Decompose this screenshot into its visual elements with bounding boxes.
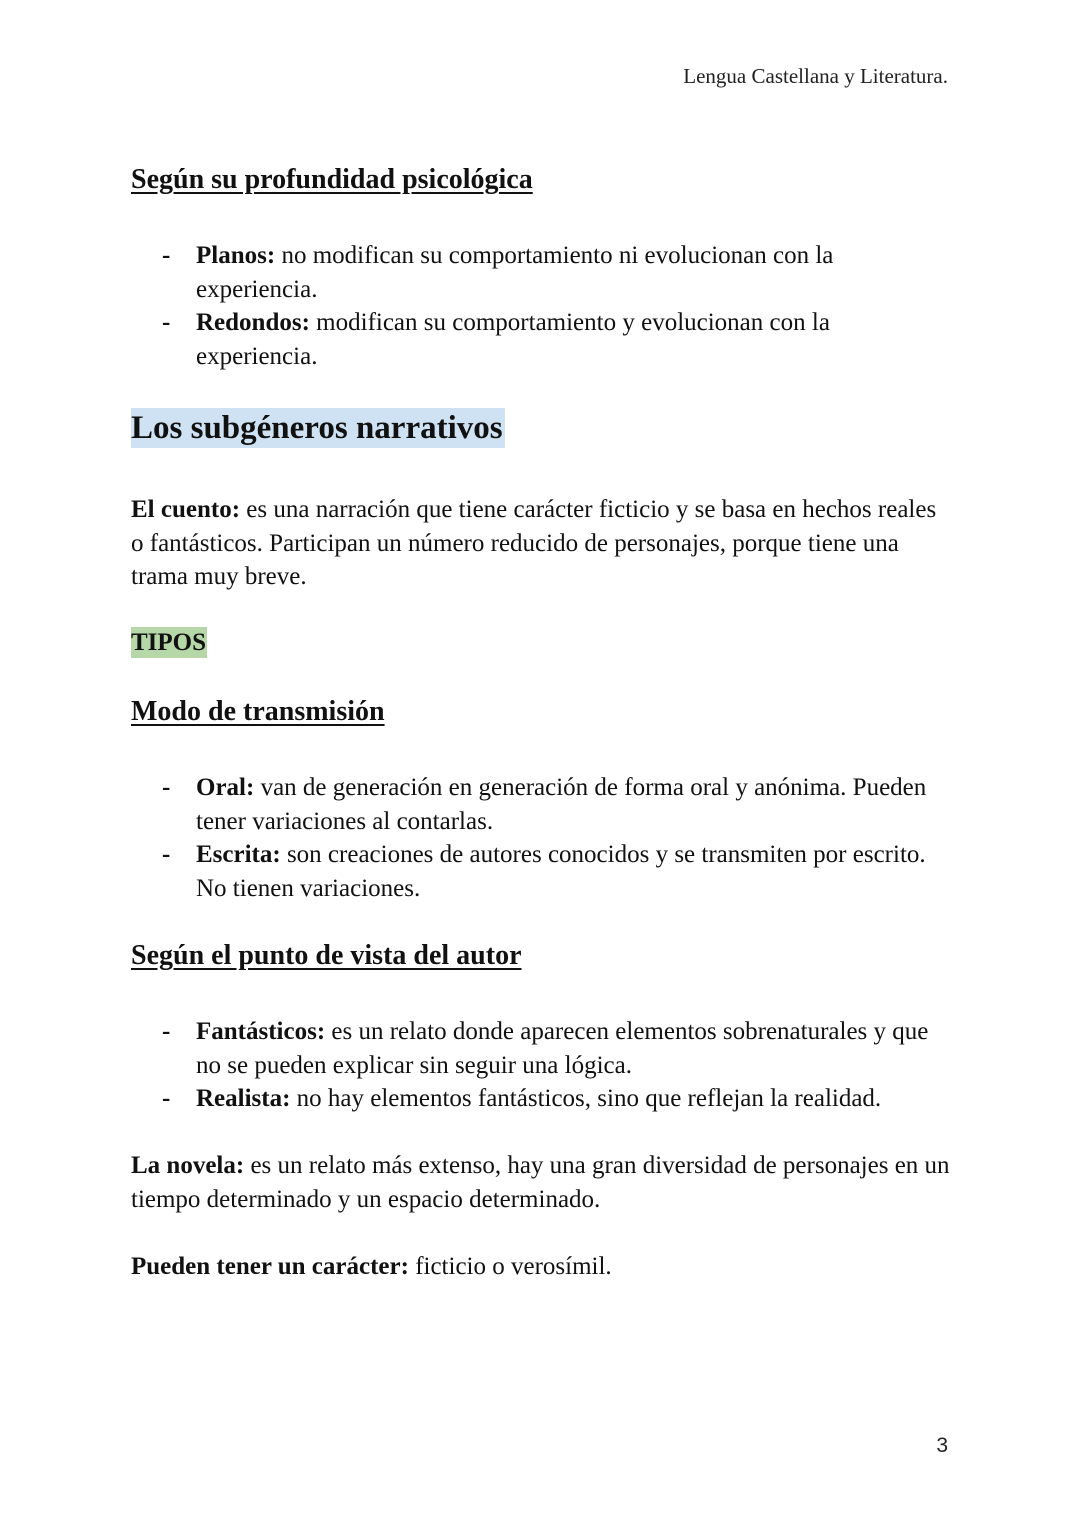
bullet-dash: - xyxy=(162,309,171,336)
list-item-term: Realista: xyxy=(196,1085,291,1112)
list-item xyxy=(131,239,951,306)
list-item-term: Oral: xyxy=(196,774,255,801)
bullet-dash: - xyxy=(162,774,171,801)
paragraph-term: Pueden tener un carácter: xyxy=(131,1253,409,1280)
bullet-dash: - xyxy=(162,1085,171,1112)
paragraph-text: es una narración que tiene carácter ficticio y se basa en hechos reales o fantásticos. Participan un número reducido de personajes, porque tiene una trama muy breve. xyxy=(131,496,937,590)
tipos-label: TIPOS xyxy=(131,629,207,656)
list-item xyxy=(131,771,951,838)
page-header: Lengua Castellana y Literatura. xyxy=(683,64,948,88)
bullet-dash: - xyxy=(162,841,171,868)
list-punto-de-vista xyxy=(131,1015,951,1116)
paragraph-cuento xyxy=(131,493,951,594)
list-item-text: es un relato donde aparecen elementos sobrenaturales y que no se pueden explicar sin seguir una lógica. xyxy=(196,1018,929,1079)
paragraph-text: ficticio o verosímil. xyxy=(408,1253,612,1280)
list-modo-transmision xyxy=(131,771,951,905)
list-item-term: Planos: xyxy=(196,242,276,269)
page-number: 3 xyxy=(936,1434,948,1457)
heading-modo-transmision: Modo de transmisión xyxy=(131,696,385,727)
bullet-dash: - xyxy=(162,242,171,269)
paragraph-caracter xyxy=(131,1250,951,1284)
list-profundidad-psicologica xyxy=(131,239,951,373)
list-item xyxy=(131,306,951,373)
list-item-term: Escrita: xyxy=(196,841,281,868)
bullet-dash: - xyxy=(162,1018,171,1045)
list-item xyxy=(131,1015,951,1082)
paragraph-term: La novela: xyxy=(131,1152,245,1179)
list-item-text: son creaciones de autores conocidos y se transmiten por escrito. No tienen variaciones. xyxy=(196,841,926,902)
list-item xyxy=(131,1082,951,1116)
paragraph-term: El cuento: xyxy=(131,496,241,523)
heading-subgeneros-narrativos: Los subgéneros narrativos xyxy=(131,410,503,446)
list-item-text: van de generación en generación de forma oral y anónima. Pueden tener variaciones al contarlas. xyxy=(196,774,927,835)
list-item-text: no modifican su comportamiento ni evolucionan con la experiencia. xyxy=(196,242,834,303)
paragraph-text: es un relato más extenso, hay una gran diversidad de personajes en un tiempo determinado y un espacio determinado. xyxy=(131,1152,950,1213)
list-item xyxy=(131,838,951,905)
list-item-term: Fantásticos: xyxy=(196,1018,326,1045)
list-item-text: no hay elementos fantásticos, sino que reflejan la realidad. xyxy=(290,1085,882,1112)
heading-punto-de-vista: Según el punto de vista del autor xyxy=(131,940,522,971)
list-item-text: modifican su comportamiento y evolucionan con la experiencia. xyxy=(196,309,830,370)
paragraph-novela xyxy=(131,1149,951,1216)
heading-profundidad-psicologica: Según su profundidad psicológica xyxy=(131,164,533,195)
list-item-term: Redondos: xyxy=(196,309,310,336)
